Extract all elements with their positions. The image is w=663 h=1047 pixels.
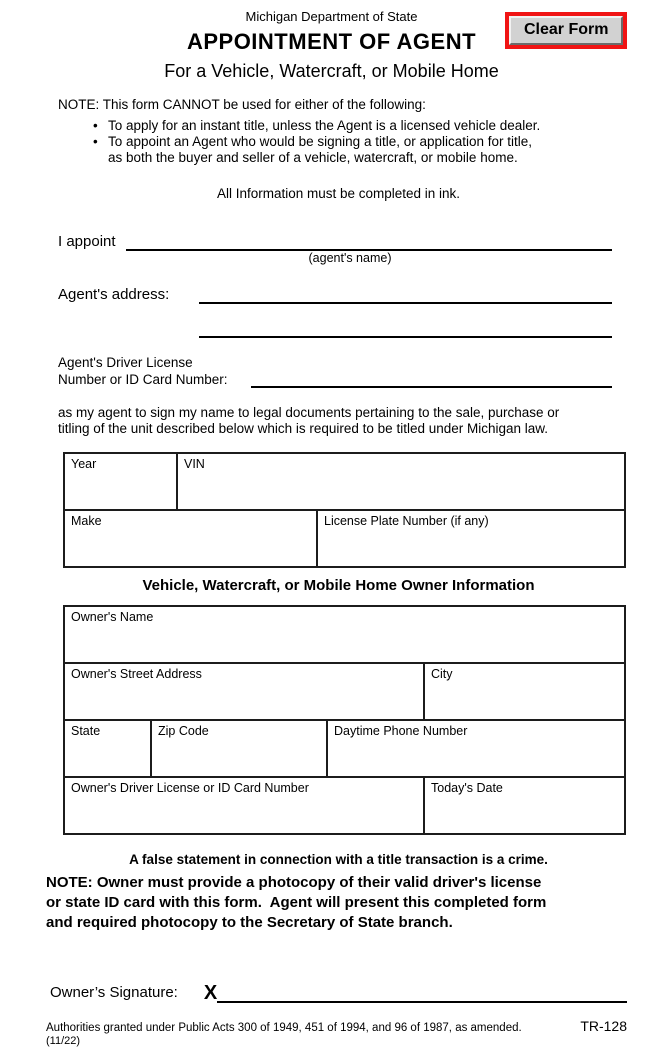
authorities-text: Authorities granted under Public Acts 300 of 1949, 451 of 1994, and 96 of 1987, as amended. (46, 1022, 522, 1034)
daytime-phone-input[interactable] (334, 740, 618, 760)
agent-name-input[interactable] (126, 229, 612, 251)
owner-dl-label: Owner's Driver License or ID Card Number (71, 781, 309, 795)
agent-dl-label-line: Number or ID Card Number: (58, 372, 228, 387)
phone-cell (327, 720, 625, 777)
agent-dl-label (58, 354, 251, 388)
state-cell (64, 720, 151, 777)
owner-signature-row (50, 979, 627, 1003)
clear-form-button[interactable]: Clear Form (509, 16, 623, 45)
form-subtitle: For a Vehicle, Watercraft, or Mobile Home (164, 61, 499, 81)
crime-statement: A false statement in connection with a title transaction is a crime. (129, 852, 548, 867)
i-appoint-row (58, 229, 612, 251)
license-plate-input[interactable] (324, 530, 618, 550)
vin-input[interactable] (184, 473, 618, 493)
city-input[interactable] (431, 683, 618, 703)
vin-cell (177, 453, 625, 510)
clear-form-highlight (505, 12, 627, 49)
authorization-line: as my agent to sign my name to legal documents pertaining to the sale, purchase or (58, 405, 560, 420)
owner-street-address-input[interactable] (71, 683, 417, 703)
signature-x-mark: X (203, 982, 218, 1004)
owner-info-heading: Vehicle, Watercraft, or Mobile Home Owner Information (142, 577, 535, 594)
make-input[interactable] (71, 530, 310, 550)
form-number: TR-128 (580, 1018, 627, 1034)
owner-street-label: Owner's Street Address (71, 667, 202, 681)
bullet-icon: • (93, 134, 98, 149)
table-row (64, 510, 625, 567)
owner-name-input[interactable] (71, 626, 618, 646)
agent-address-input[interactable] (199, 282, 612, 304)
zip-code-input[interactable] (158, 740, 320, 760)
ink-notice: All Information must be completed in ink. (216, 186, 461, 201)
license-plate-label: License Plate Number (if any) (324, 514, 489, 528)
authorization-paragraph (58, 405, 613, 437)
year-input[interactable] (71, 473, 170, 493)
photocopy-note (46, 873, 631, 933)
year-cell (64, 453, 177, 510)
city-label: City (431, 667, 453, 681)
license-plate-cell (317, 510, 625, 567)
form-title: APPOINTMENT OF AGENT (186, 29, 477, 54)
photocopy-note-line: NOTE: Owner must provide a photocopy of their valid driver's license (46, 874, 542, 891)
table-row (64, 663, 625, 720)
owner-dl-input[interactable] (71, 797, 417, 817)
photocopy-note-line: or state ID card with this form. Agent will present this completed form (46, 894, 547, 911)
agent-dl-label-line: Agent's Driver License (58, 355, 193, 370)
state-label: State (71, 724, 101, 738)
agent-dl-row (58, 354, 612, 388)
owner-signature-input[interactable] (217, 979, 627, 1003)
agent-address-row (58, 282, 612, 304)
bullet-text-line: To appoint an Agent who would be signing a title, or application for title, (108, 134, 533, 149)
zip-code-label: Zip Code (158, 724, 209, 738)
make-label: Make (71, 514, 102, 528)
agent-dl-number-input[interactable] (251, 366, 612, 388)
agent-address-input-2[interactable] (199, 316, 612, 338)
agent-address-row-2 (199, 316, 612, 338)
i-appoint-label: I appoint (58, 233, 116, 250)
daytime-phone-label: Daytime Phone Number (334, 724, 468, 738)
revision-date: (11/22) (46, 1035, 81, 1047)
todays-date-input[interactable] (431, 797, 618, 817)
vehicle-table (63, 452, 626, 568)
state-input[interactable] (71, 740, 144, 760)
bullet-text (108, 134, 532, 166)
make-cell (64, 510, 317, 567)
restriction-bullet-list (93, 118, 663, 166)
photocopy-note-line: and required photocopy to the Secretary of State branch. (46, 914, 453, 931)
city-cell (424, 663, 625, 720)
form-footer (46, 1018, 627, 1034)
year-label: Year (71, 457, 97, 471)
table-row (64, 777, 625, 834)
bullet-icon: • (93, 118, 98, 133)
table-row (64, 606, 625, 663)
bullet-item (93, 118, 663, 134)
agent-name-caption: (agent's name) (308, 251, 392, 265)
owner-signature-label: Owner’s Signature: (50, 984, 178, 1001)
table-row (64, 720, 625, 777)
bullet-text: To apply for an instant title, unless the Agent is a licensed vehicle dealer. (108, 118, 541, 133)
restriction-note-intro: NOTE: This form CANNOT be used for either of the following: (58, 97, 426, 112)
vin-label: VIN (184, 457, 205, 471)
zip-cell (151, 720, 327, 777)
agency-name: Michigan Department of State (245, 9, 418, 24)
owner-info-table (63, 605, 626, 835)
bullet-text-line: as both the buyer and seller of a vehicle, watercraft, or mobile home. (108, 150, 518, 165)
owner-dl-cell (64, 777, 424, 834)
owner-name-cell (64, 606, 625, 663)
authorization-line: titling of the unit described below which is required to be titled under Michigan law. (58, 421, 549, 436)
bullet-item (93, 134, 663, 166)
owner-name-label: Owner's Name (71, 610, 154, 624)
todays-date-label: Today's Date (431, 781, 503, 795)
agent-address-label: Agent's address: (58, 286, 170, 303)
table-row (64, 453, 625, 510)
owner-street-cell (64, 663, 424, 720)
todays-date-cell (424, 777, 625, 834)
